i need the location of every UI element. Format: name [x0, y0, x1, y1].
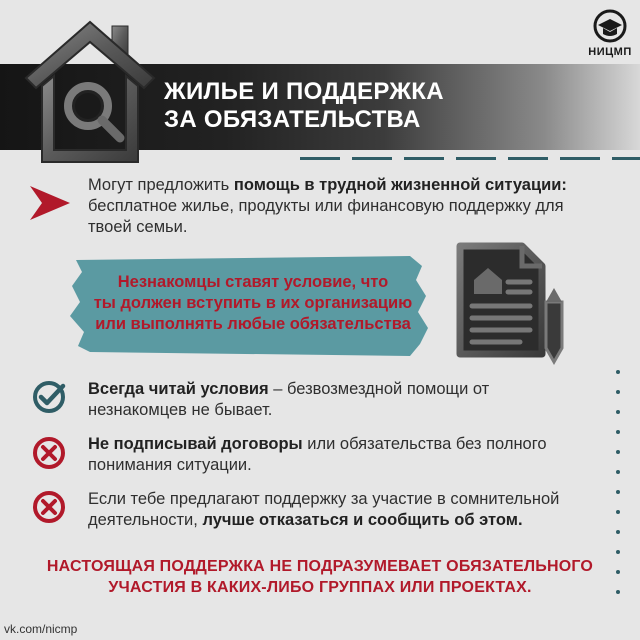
title-line-1: ЖИЛЬЕ И ПОДДЕРЖКА [164, 78, 444, 105]
document-pencil-icon [450, 236, 582, 366]
final-statement [20, 556, 620, 598]
warning-line: Незнакомцы ставят условие, что [117, 273, 389, 291]
title-line-2: ЗА ОБЯЗАТЕЛЬСТВА [164, 106, 421, 133]
cross-circle-icon [32, 436, 66, 470]
rule-text: Если тебе предлагают поддержку за участие в сомнительной деятельности, [88, 490, 560, 529]
decorative-dashes [300, 156, 640, 162]
rule-bold: Не подписывай договоры [88, 435, 303, 453]
house-magnifier-icon [20, 12, 160, 168]
rule-bold: Всегда читай условия [88, 380, 269, 398]
final-line: УЧАСТИЯ В КАКИХ-ЛИБО ГРУППАХ ИЛИ ПРОЕКТАХ. [108, 579, 532, 596]
rule-text: – безвозмездной помощи от незнакомцев не бывает. [88, 380, 490, 419]
final-line: НАСТОЯЩАЯ ПОДДЕРЖКА НЕ ПОДРАЗУМЕВАЕТ ОБЯЗАТЕЛЬНОГО [46, 558, 594, 575]
logo-text: НИЦМП [588, 46, 632, 58]
rule-item-2 [88, 434, 588, 476]
page-title [164, 78, 444, 134]
arrow-chevron-icon [30, 186, 70, 220]
check-circle-icon [32, 380, 66, 414]
intro-text-part: Могут предложить [88, 176, 234, 194]
warning-line: или выполнять любые обязательства [95, 315, 411, 333]
rule-item-1 [88, 379, 588, 421]
cross-circle-icon [32, 490, 66, 524]
warning-line: ты должен вступить в их организацию [93, 294, 413, 312]
intro-text [88, 175, 578, 238]
footer-link[interactable]: vk.com/nicmp [4, 622, 78, 636]
warning-text [58, 272, 448, 335]
rule-text: или обязательства без полного понимания ситуации. [88, 435, 547, 474]
intro-bold: помощь в трудной жизненной ситуации: [233, 176, 567, 194]
rule-item-3 [88, 489, 588, 531]
rule-bold: лучше отказаться и сообщить об этом. [202, 511, 523, 529]
intro-text-part: бесплатное жилье, продукты или финансовую поддержку для твоей семьи. [88, 197, 564, 236]
